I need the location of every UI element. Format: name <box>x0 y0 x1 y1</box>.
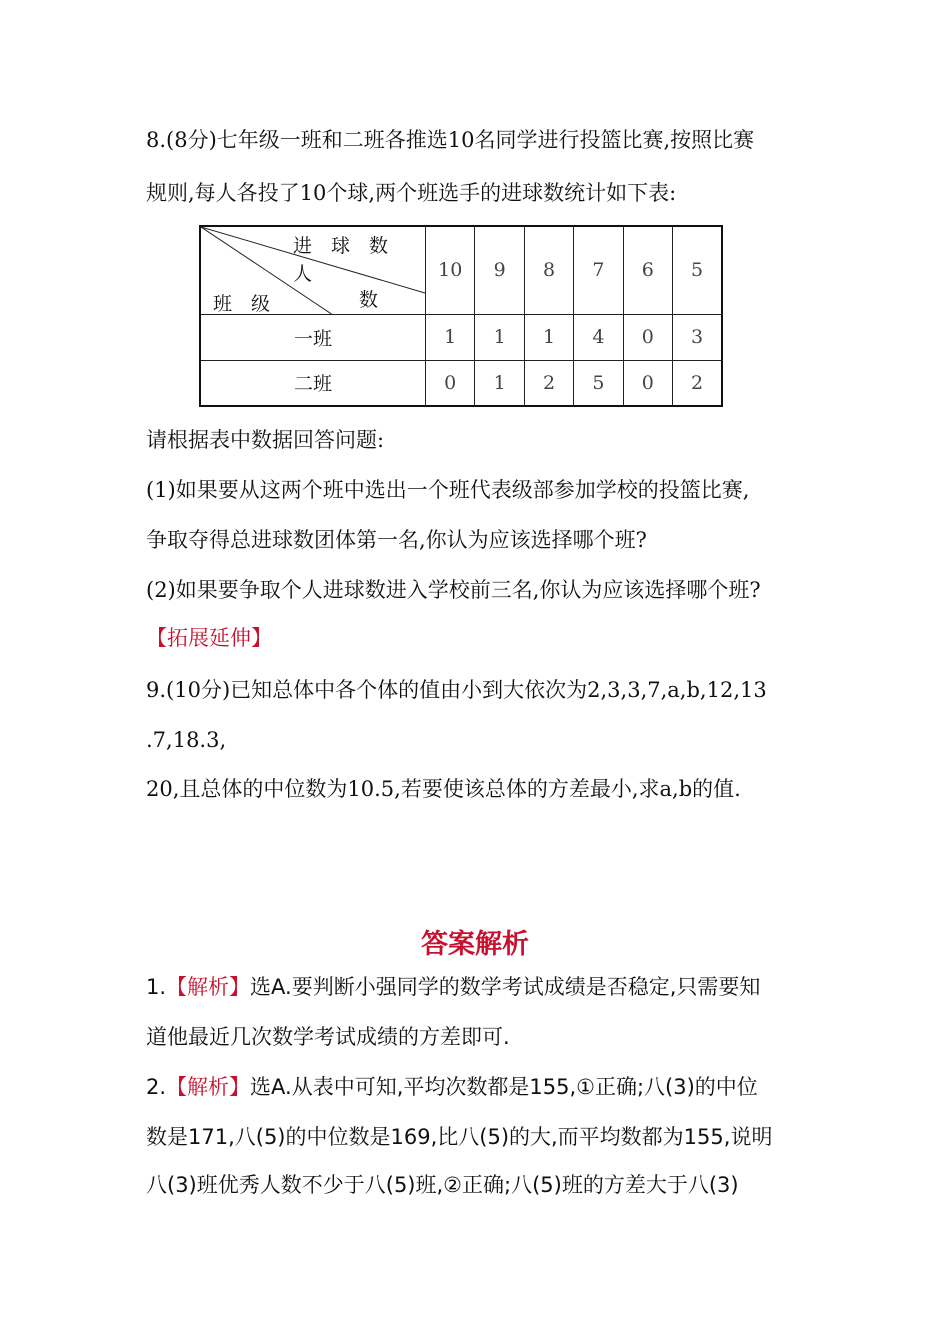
table-cell: 1 <box>475 360 524 406</box>
table-cell: 5 <box>574 360 623 406</box>
row-label: 一班 <box>200 314 426 360</box>
answer-1-text: 选A.要判断小强同学的数学考试成绩是否稳定,只需要知 <box>250 975 761 999</box>
q8-prompt: 请根据表中数据回答问题: <box>146 428 385 452</box>
table-cell: 1 <box>475 314 524 360</box>
table-row <box>200 314 722 360</box>
q8-part1-line1: (1)如果要从这两个班中选出一个班代表级部参加学校的投篮比赛, <box>146 478 750 502</box>
q9-line1: 9.(10分)已知总体中各个体的值由小到大依次为2,3,3,7,a,b,12,13 <box>146 678 767 702</box>
table-cell: 2 <box>673 360 722 406</box>
answers-title: 答案解析 <box>421 929 529 960</box>
table-cell: 2 <box>524 360 573 406</box>
table-cell: 4 <box>574 314 623 360</box>
row-label: 二班 <box>200 360 426 406</box>
answer-2-line3: 八(3)班优秀人数不少于八(5)班,②正确;八(5)班的方差大于八(3) <box>146 1173 739 1197</box>
answer-2-line2: 数是171,八(5)的中位数是169,比八(5)的大,而平均数都为155,说明 <box>146 1125 773 1149</box>
answer-1-tag: 【解析】 <box>166 975 251 999</box>
table-cell: 0 <box>623 314 672 360</box>
header-people-label-1: 人 <box>293 263 313 285</box>
col-header: 10 <box>426 226 475 314</box>
col-header: 7 <box>574 226 623 314</box>
score-table-grid <box>199 225 723 407</box>
score-table <box>199 225 723 405</box>
header-class-label: 班 级 <box>213 293 271 315</box>
q9-line2: .7,18.3, <box>146 728 227 752</box>
extension-label: 【拓展延伸】 <box>146 626 272 650</box>
table-row <box>200 360 722 406</box>
col-header: 8 <box>524 226 573 314</box>
header-people-label-2: 数 <box>359 289 379 311</box>
table-cell: 0 <box>426 360 475 406</box>
answer-2-tag: 【解析】 <box>166 1075 251 1099</box>
col-header: 5 <box>673 226 722 314</box>
q8-line1: 8.(8分)七年级一班和二班各推选10名同学进行投篮比赛,按照比赛 <box>146 128 755 152</box>
q8-line2: 规则,每人各投了10个球,两个班选手的进球数统计如下表: <box>146 181 677 205</box>
answer-2-line1 <box>146 1077 758 1098</box>
q8-part2: (2)如果要争取个人进球数进入学校前三名,你认为应该选择哪个班? <box>146 578 761 602</box>
table-cell: 1 <box>524 314 573 360</box>
table-diagonal-header <box>200 226 426 314</box>
answer-2-number: 2. <box>146 1075 167 1099</box>
table-cell: 1 <box>426 314 475 360</box>
q9-line3: 20,且总体的中位数为10.5,若要使该总体的方差最小,求a,b的值. <box>146 777 741 801</box>
answer-1-line2: 道他最近几次数学考试成绩的方差即可. <box>146 1025 510 1049</box>
q8-part1-line2: 争取夺得总进球数团体第一名,你认为应该选择哪个班? <box>146 528 647 552</box>
table-cell: 0 <box>623 360 672 406</box>
col-header: 9 <box>475 226 524 314</box>
answer-1-line1 <box>146 977 760 998</box>
answer-1-number: 1. <box>146 975 167 999</box>
header-shots-label: 进 球 数 <box>293 235 389 257</box>
table-cell: 3 <box>673 314 722 360</box>
col-header: 6 <box>623 226 672 314</box>
answer-2-text: 选A.从表中可知,平均次数都是155,①正确;八(3)的中位 <box>250 1075 758 1099</box>
